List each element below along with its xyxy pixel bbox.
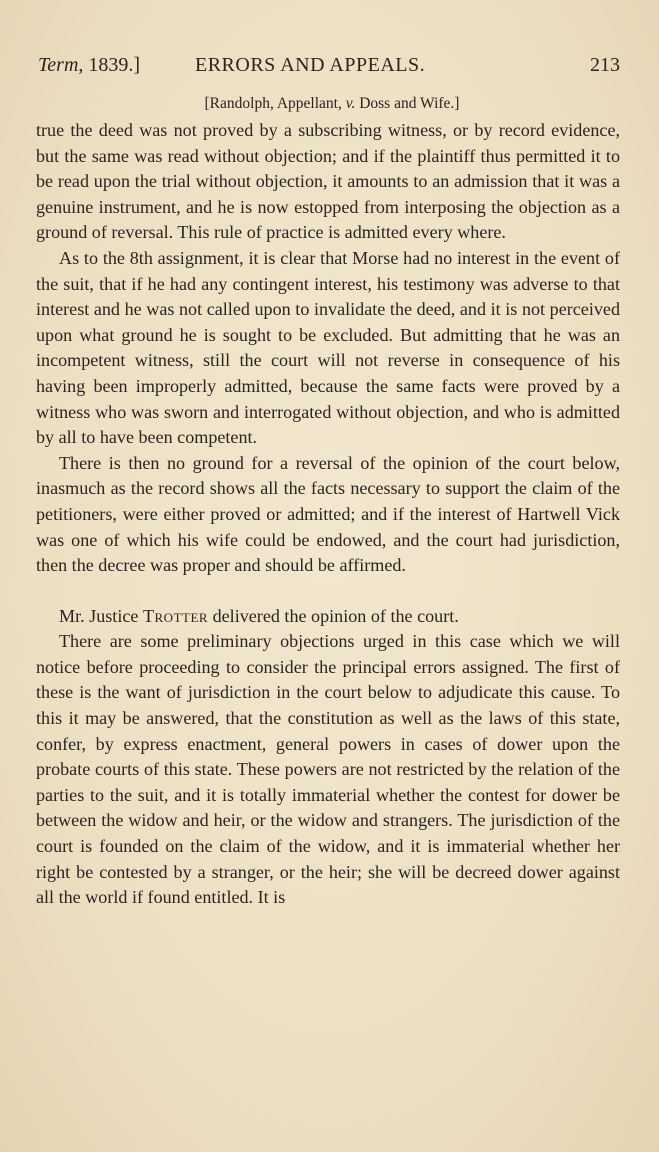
- body-text: [36, 118, 620, 911]
- caption-versus: v.: [345, 95, 356, 112]
- term-word: Term,: [38, 54, 84, 76]
- paragraph-4: [36, 604, 620, 630]
- caption-appellant: [Randolph, Appellant,: [204, 95, 342, 112]
- page-number: 213: [590, 54, 620, 76]
- caption-appellee: Doss and Wife.]: [359, 95, 460, 112]
- paragraph-2: As to the 8th assignment, it is clear that Morse had no interest in the event of the suit, that if he had any contingent interest, his testimony was adverse to that interest and he was not called upon to invalidate the deed, and it is not perceived upon what ground he is sought to be excluded. But admitting that he was an incompetent witness, still the court will not reverse in consequence of his having been improperly admitted, because the same facts were proved by a witness who was sworn and interrogated without objection, and who is admitted by all to have been competent.: [36, 247, 620, 448]
- term-year: 1839.]: [88, 54, 141, 76]
- paragraph-1: true the deed was not proved by a subscribing witness, or by record evidence, but the same was read without objection; and if the plaintiff thus permitted it to be read upon the trial without objection, it amounts to an admission that it was a genuine instrument, and he is now estopped from interposing the objection as a ground of reversal. This rule of practice is admitted every where.: [36, 120, 620, 243]
- running-head: [38, 50, 620, 80]
- opinion-suffix: delivered the opinion of the court.: [212, 605, 459, 626]
- justice-name: Trotter: [142, 605, 209, 626]
- paragraph-3: There is then no ground for a reversal of the opinion of the court below, inasmuch as the record shows all the facts necessary to support the claim of the petitioners, were either proved or admitted; and if the interest of Hartwell Vick was one of which his wife could be endowed, and the court had jurisdiction, then the decree was proper and should be affirmed.: [36, 452, 620, 576]
- term-label: [38, 50, 140, 80]
- paragraph-5: There are some preliminary objections urged in this case which we will notice before proceeding to consider the principal errors assigned. The first of these is the want of jurisdiction in the court below to adjudicate this cause. To this it may be answered, that the constitution as well as the laws of this state, confer, by express enactment, general powers in cases of dower upon the probate courts of this state. These powers are not restricted by the relation of the parties to the suit, and it is totally immaterial whether the contest for dower be between the widow and heir, or the widow and strangers. The jurisdiction of the court is founded on the claim of the widow, and it is immaterial whether her right be contested by a stranger, or the heir; she will be decreed dower against all the world if found entitled. It is: [36, 631, 620, 908]
- opinion-prefix: Mr. Justice: [59, 605, 139, 626]
- case-caption: [0, 92, 659, 116]
- report-title: ERRORS AND APPEALS.: [195, 54, 426, 76]
